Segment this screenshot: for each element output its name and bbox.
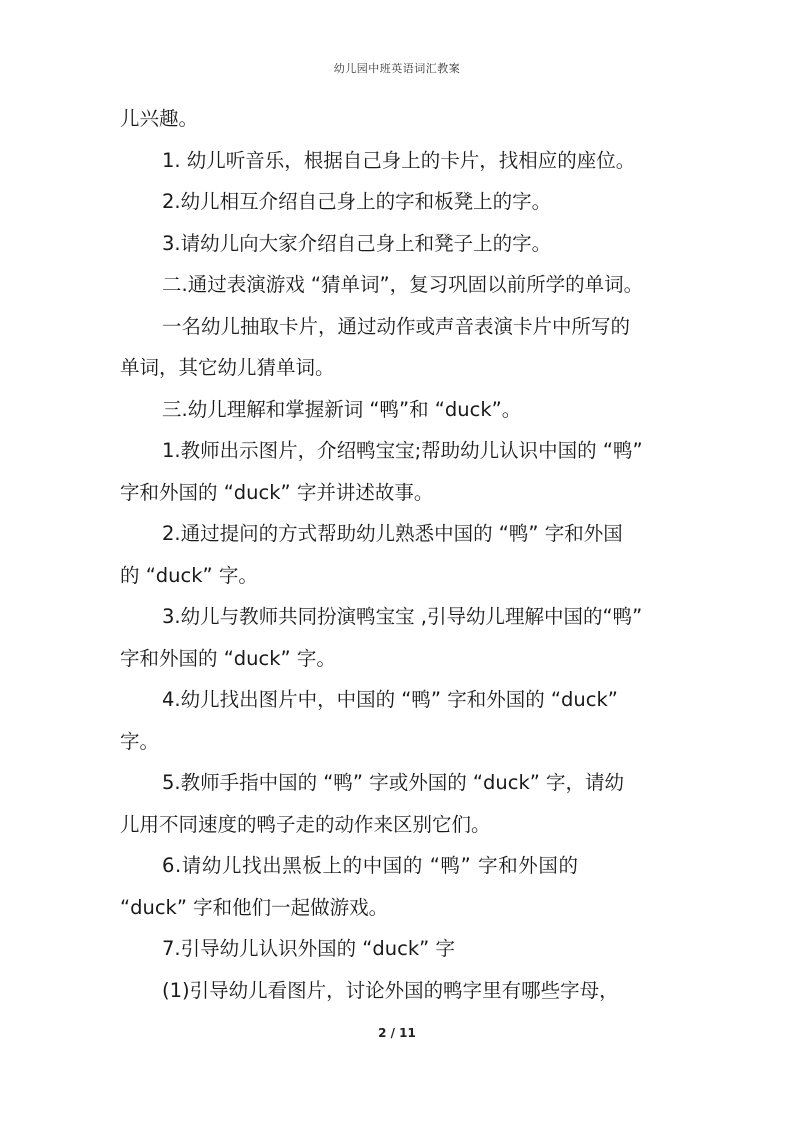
paragraph-line: 儿兴趣。: [120, 107, 199, 130]
paragraph-line: 2.通过提问的方式帮助幼儿熟悉中国的 “鸭” 字和外国: [162, 522, 623, 545]
paragraph-line: 1.教师出示图片，介绍鸭宝宝;帮助幼儿认识中国的 “鸭”: [162, 439, 643, 462]
paragraph-line: 3.请幼儿向大家介绍自己身上和凳子上的字。: [162, 231, 552, 255]
paragraph-line: 7.引导幼儿认识外国的 “duck” 字: [162, 937, 455, 960]
paragraph-line: 6.请幼儿找出黑板上的中国的 “鸭” 字和外国的: [162, 854, 579, 877]
paragraph-line: 单词，其它幼儿猜单词。: [120, 356, 335, 379]
page-header: 幼儿园中班英语词汇教案: [333, 62, 461, 75]
document-body: [120, 98, 676, 1011]
paragraph-line: (1)引导幼儿看图片，讨论外国的鸭字里有哪些字母，: [162, 978, 619, 1002]
paragraph-line: 4.幼儿找出图片中，中国的 “鸭” 字和外国的 “duck”: [162, 688, 618, 711]
paragraph-line: 一名幼儿抽取卡片，通过动作或声音表演卡片中所写的: [162, 314, 631, 338]
paragraph-line: 儿用不同速度的鸭子走的动作来区别它们。: [120, 812, 491, 836]
paragraph-line: 的 “duck” 字。: [120, 563, 258, 587]
paragraph-line: 二.通过表演游戏 “猜单词”，复习巩固以前所学的单词。: [162, 273, 644, 296]
paragraph-line: 3.幼儿与教师共同扮演鸭宝宝 ,引导幼儿理解中国的“鸭”: [162, 605, 643, 628]
paragraph-line: 三.幼儿理解和掌握新词 “鸭”和 “duck”。: [162, 397, 522, 421]
paragraph-line: 2.幼儿相互介绍自己身上的字和板凳上的字。: [162, 190, 552, 213]
paragraph-line: 字和外国的 “duck” 字。: [120, 646, 336, 670]
paragraph-line: 字和外国的 “duck” 字并讲述故事。: [120, 480, 434, 504]
paragraph-line: “duck” 字和他们一起做游戏。: [120, 895, 389, 919]
page-number: 2 / 11: [378, 1026, 416, 1040]
paragraph-line: 字。: [120, 729, 160, 753]
paragraph-line: 5.教师手指中国的 “鸭” 字或外国的 “duck” 字，请幼: [162, 771, 625, 794]
paragraph-line: 1. 幼儿听音乐，根据自己身上的卡片，找相应的座位。: [162, 148, 636, 172]
